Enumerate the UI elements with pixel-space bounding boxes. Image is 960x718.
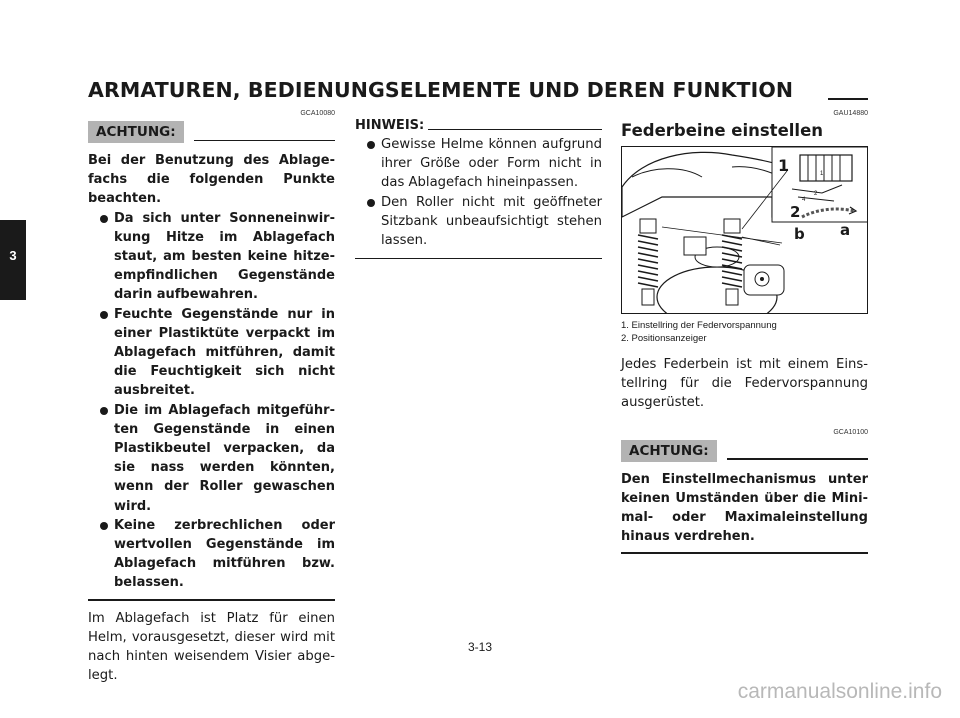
scale-label-4: 4 <box>802 197 806 203</box>
column-1 <box>88 110 335 685</box>
list-item: Keine zerbrechlichen oder wertvollen Gegenstände im Ablagefach mitführen bzw. belassen. <box>88 516 335 593</box>
label-2: 2 <box>790 203 801 221</box>
caution-intro: Bei der Benutzung des Ablagefachs die folgenden Punkte beachten. <box>88 153 335 207</box>
hint-list <box>355 135 602 250</box>
figure-captions <box>621 320 868 345</box>
caution-heading <box>88 121 335 143</box>
caution-label: ACHTUNG: <box>88 121 184 143</box>
scale-label-1: 1 <box>820 171 824 177</box>
page-title: ARMATUREN, BEDIENUNGSELEMENTE UND DEREN FUNKTION <box>88 78 794 102</box>
label-1: 1 <box>778 156 790 175</box>
section-code: GAU14880 <box>833 110 868 117</box>
body-paragraph: Jedes Federbein ist mit einem Einstellring für die Federvorspannung ausgerüstet. <box>621 357 868 411</box>
section-title: Federbeine einstellen <box>621 121 824 140</box>
page-header <box>88 78 868 102</box>
label-b: b <box>794 225 805 243</box>
caution-label: ACHTUNG: <box>621 440 717 462</box>
label-a: a <box>840 221 851 239</box>
list-item: Den Roller nicht mit geöffneter Sitzbank unbeaufsichtigt stehen lassen. <box>355 193 602 251</box>
hint-rule <box>428 129 602 130</box>
caution-end-rule <box>621 552 868 554</box>
caution-code: GCA10080 <box>300 110 335 117</box>
header-rule <box>828 98 868 100</box>
watermark: carmanualsonline.info <box>737 680 942 703</box>
chapter-number: 3 <box>9 248 17 263</box>
list-item: Feuchte Gegenstände nur in einer Plastiktüte verpackt im Ablagefach mitführen, damit die Feuchtigkeit sich nicht ausbreitet. <box>88 305 335 401</box>
shock-absorber-illustration <box>622 147 868 314</box>
hint-label: HINWEIS: <box>355 118 425 133</box>
list-item: Da sich unter Sonneneinwirkung Hitze im Ablagefach staut, am besten keine hitzeempfindlichen Gegenstände darin aufbewahren. <box>88 209 335 305</box>
caution-text: Den Einstellmechanismus unter keinen Umständen über die Minimal- oder Maximaleinstellung hinaus verdrehen. <box>621 471 868 545</box>
caution-rule <box>194 140 335 142</box>
hint-heading <box>355 118 602 133</box>
caution-rule <box>727 458 868 460</box>
caption-item: 2. Positionsanzeiger <box>621 332 707 344</box>
list-item: Gewisse Helme können aufgrund ihrer Größe oder Form nicht in das Ablagefach hineinpassen. <box>355 135 602 193</box>
shock-absorber-figure <box>621 146 868 314</box>
list-item: Die im Ablagefach mitgeführten Gegenstände in einen Plastikbeutel verpacken, da sie nass werden könnten, wenn der Roller gewaschen wird. <box>88 401 335 516</box>
caution-heading <box>621 440 868 462</box>
caption-item: 1. Einstellring der Federvorspannung <box>621 320 777 331</box>
hint-end-rule <box>355 258 602 259</box>
caution-end-rule <box>88 599 335 601</box>
column-2 <box>355 110 602 259</box>
column-3 <box>621 110 868 562</box>
caution-code: GCA10100 <box>833 428 868 436</box>
caution-list <box>88 209 335 593</box>
body-paragraph: Im Ablagefach ist Platz für einen Helm, vorausgesetzt, dieser wird mit nach hinten weisendem Visier abgelegt. <box>88 610 335 684</box>
page-number: 3-13 <box>467 640 493 654</box>
scale-label-2: 2 <box>814 191 818 197</box>
